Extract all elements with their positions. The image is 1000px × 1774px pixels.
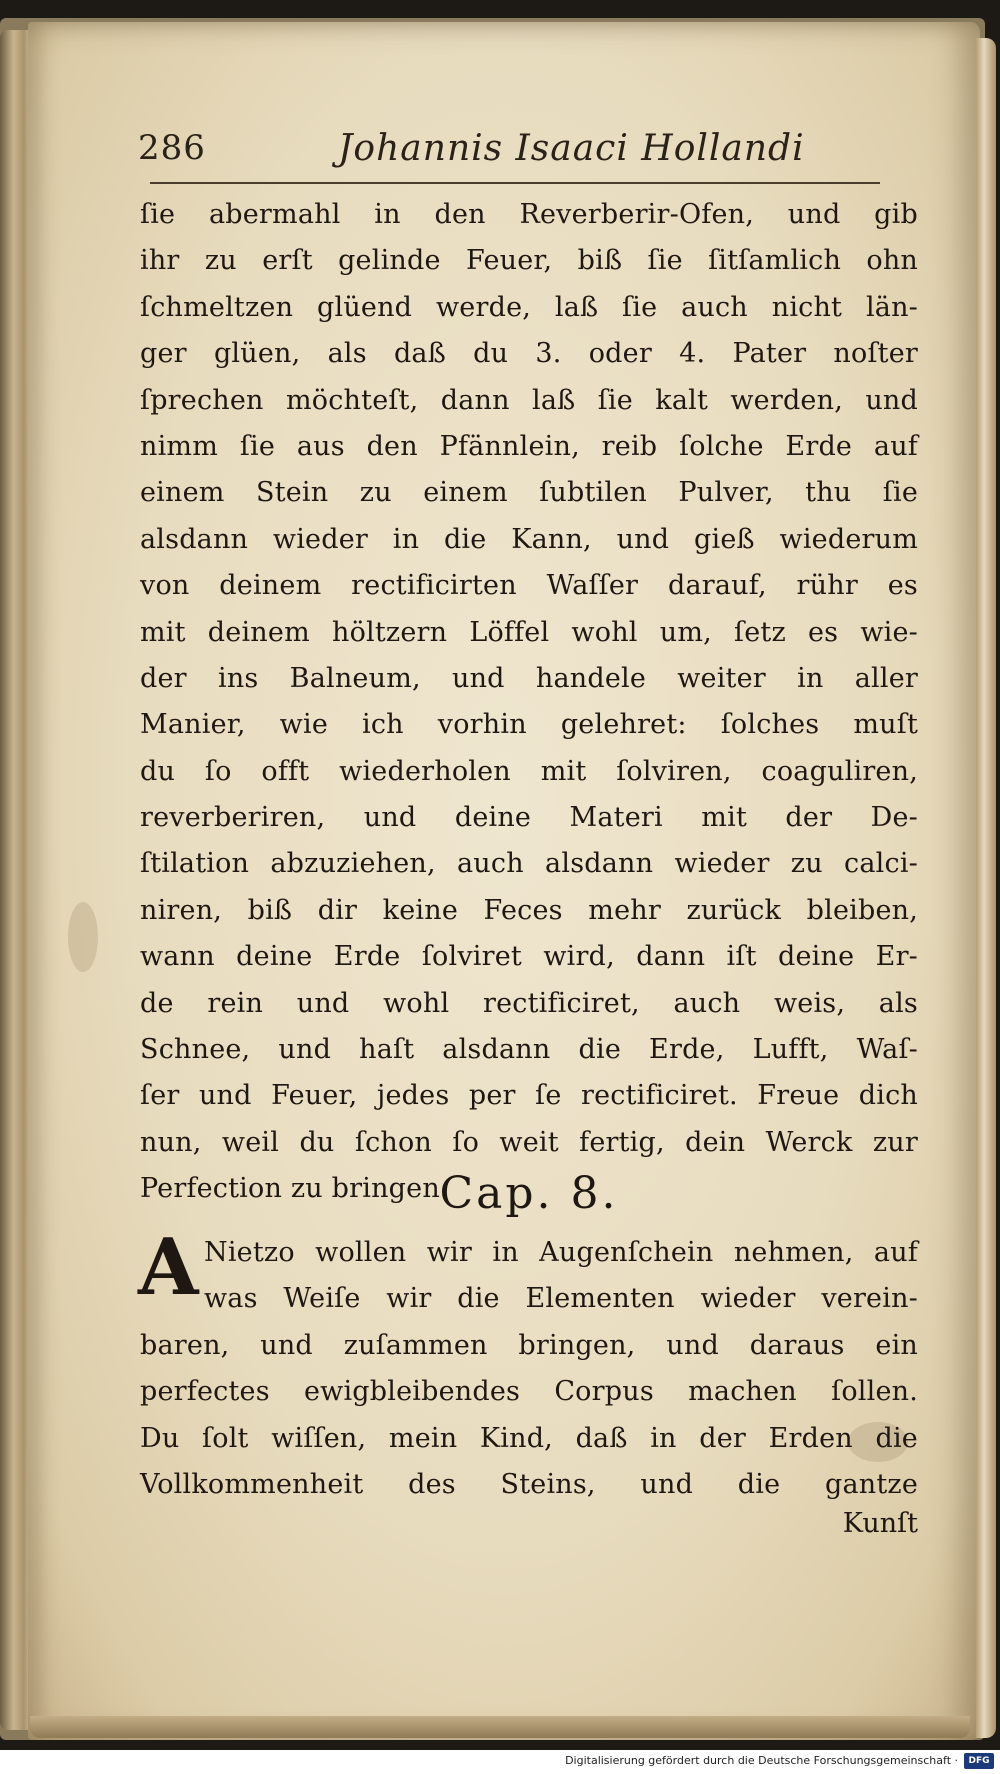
text-line: Nietzo wollen wir in Augenſchein nehmen, auf xyxy=(204,1237,918,1268)
page-edge-bottom xyxy=(30,1716,970,1738)
text-line: ſchmeltzen glüend werde, laß ſie auch nicht län- xyxy=(140,291,918,323)
text-line: ger glüen, als daß du 3. oder 4. Pater noſter xyxy=(140,338,918,370)
text-line: niren, biß dir keine Feces mehr zurück bleiben, xyxy=(140,894,918,926)
page-number: 286 xyxy=(138,128,206,168)
dfg-logo: DFG xyxy=(964,1753,994,1769)
text-line: einem Stein zu einem ſubtilen Pulver, thu ſie xyxy=(140,477,918,509)
page-edge-right xyxy=(976,38,996,1738)
text-line: Schnee, und haſt alsdann die Erde, Lufft, Waſ- xyxy=(140,1034,918,1066)
body-text xyxy=(140,192,918,1213)
text-line: du ſo offt wiederholen mit ſolviren, coaguliren, xyxy=(140,755,918,787)
text-line: ſprechen möchteſt, dann laß ſie kalt werden, und xyxy=(140,384,918,416)
text-line: baren, und zuſammen bringen, und daraus ein xyxy=(140,1329,918,1361)
text-line: ihr zu erſt gelinde Feuer, biß ſie ſitſamlich ohn xyxy=(140,245,918,277)
page-header xyxy=(138,128,898,178)
chapter-body-text xyxy=(138,1222,918,1508)
running-title: Johannis Isaaci Hollandi xyxy=(338,128,805,169)
text-line: perfectes ewigbleibendes Corpus machen ſollen. xyxy=(140,1376,918,1408)
text-line: von deinem rectificirten Waſſer darauf, rühr es xyxy=(140,570,918,602)
paper-stain xyxy=(68,902,98,972)
text-line: was Weiſe wir die Elementen wieder verein- xyxy=(204,1283,918,1315)
text-line: alsdann wieder in die Kann, und gieß wiederum xyxy=(140,523,918,555)
text-line: ſie abermahl in den Reverberir-Ofen, und gib xyxy=(140,199,918,230)
text-line: mit deinem höltzern Löffel wohl um, ſetz es wie- xyxy=(140,616,918,648)
text-line: Du ſolt wiſſen, mein Kind, daß in der Erden die xyxy=(140,1422,918,1454)
text-line: nun, weil du ſchon ſo weit fertig, dein Werck zur xyxy=(140,1126,918,1158)
text-line: der ins Balneum, und handele weiter in aller xyxy=(140,662,918,694)
digitization-footer xyxy=(0,1750,1000,1774)
drop-initial: A xyxy=(138,1222,199,1313)
catchword: Kunſt xyxy=(842,1508,918,1539)
text-line: Manier, wie ich vorhin gelehret: ſolches muſt xyxy=(140,709,918,741)
text-line: wann deine Erde ſolviret wird, dann iſt deine Er- xyxy=(140,941,918,973)
text-line: Vollkommenheit des Steins, und die gantze xyxy=(140,1468,918,1500)
text-line: de rein und wohl rectificiret, auch weis, als xyxy=(140,987,918,1019)
text-line: Perfection zu bringen. xyxy=(140,1173,449,1205)
footer-credit: Digitalisierung gefördert durch die Deutsche Forschungsgemeinschaft · xyxy=(565,1754,958,1767)
header-rule xyxy=(150,182,880,184)
text-line: ſtilation abzuziehen, auch alsdann wieder zu calci- xyxy=(140,848,918,880)
text-line: ſer und Feuer, jedes per ſe rectificiret. Freue dich xyxy=(140,1080,918,1112)
text-line: reverberiren, und deine Materi mit der De- xyxy=(140,802,918,834)
text-line: nimm ſie aus den Pfännlein, reib ſolche Erde auf xyxy=(140,430,918,462)
chapter-heading: Cap. 8. xyxy=(439,1168,619,1219)
